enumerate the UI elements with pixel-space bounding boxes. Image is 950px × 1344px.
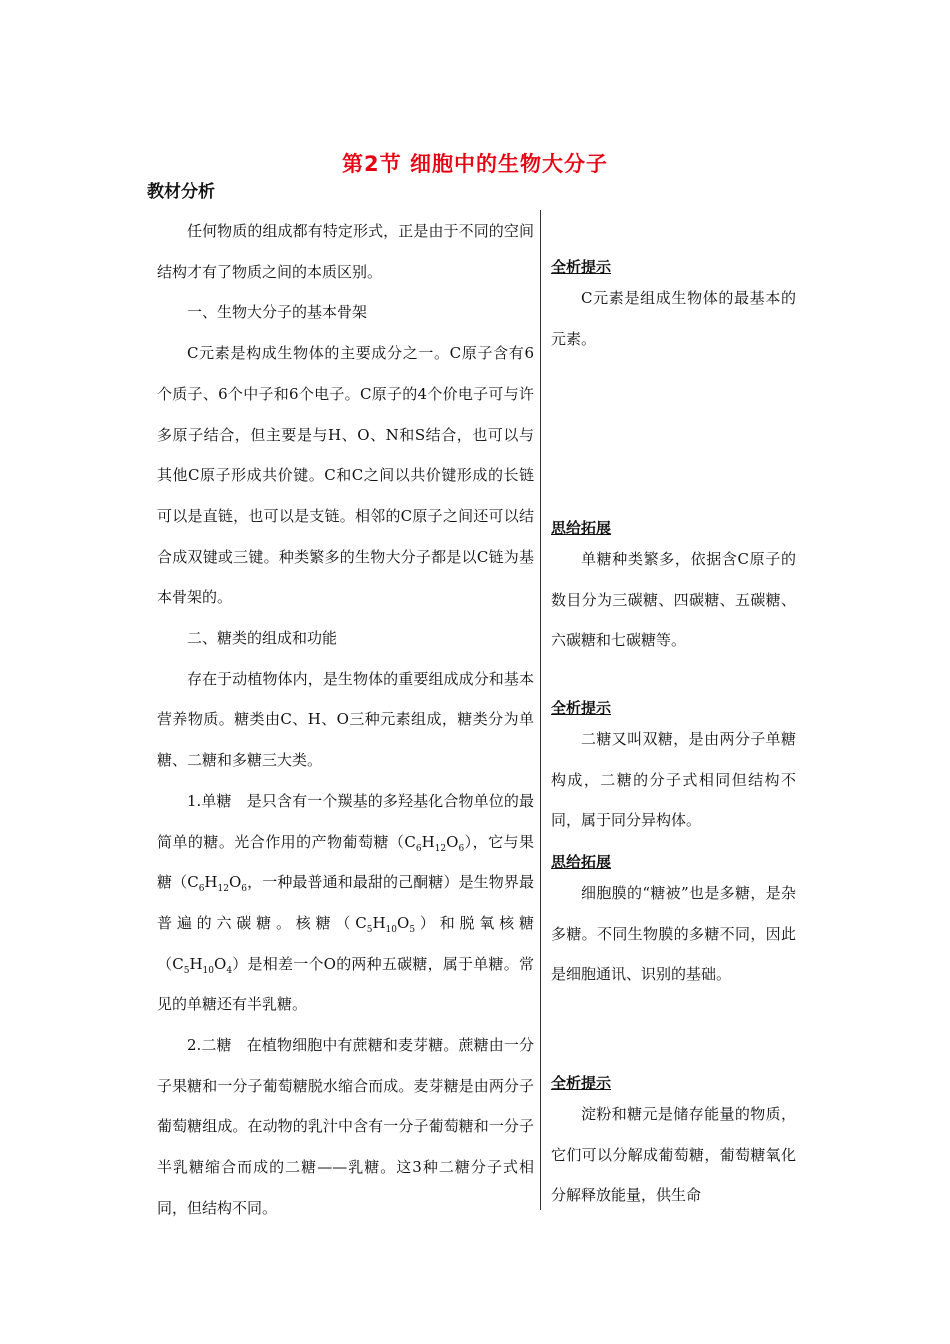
paragraph-monosaccharide: 1.单糖 是只含有一个羰基的多羟基化合物单位的最简单的糖。光合作用的产物葡萄糖$(C_6H_{12}O_6)$，它与果糖（$C_6H_{12}O_6$，一种最普通和最甜的己酮糖）是生物界最普遍的六碳糖。核糖$(C_5H_{10}O_5)$和脱氧核糖$(C_5H_{10}O_4)$是相差一个O的两种五碳糖，属于单糖。常见的单糖还有半乳糖。 (157, 791, 534, 1014)
paragraph-disaccharide: 2.二糖 在植物细胞中有蔗糖和麦芽糖。蔗糖由一分子果糖和一分子葡萄糖脱水缩合而成。麦芽糖是由两分子葡萄糖组成。在动物的乳汁中含有一分子葡萄糖和一分子半乳糖缩合而成的二糖——乳糖。这3种二糖分子式相同，但结构不同。 (157, 1036, 534, 1217)
side-note-5 (551, 1072, 796, 1216)
heading-sugars: 二、糖类的组成和功能 (187, 629, 338, 648)
heading-skeleton: 一、生物大分子的基本骨架 (187, 303, 368, 322)
side-note-3 (551, 697, 796, 841)
page-title: 第2节 细胞中的生物大分子 (342, 152, 608, 176)
side-note-heading: 思给拓展 (551, 853, 612, 871)
main-column (157, 211, 534, 1229)
side-note-4 (551, 851, 796, 995)
side-note-heading: 全析提示 (551, 1074, 612, 1092)
side-note-2 (551, 517, 796, 661)
side-note-heading: 全析提示 (551, 699, 612, 717)
column-divider (540, 210, 541, 1210)
paragraph-carbon: C元素是构成生物体的主要成分之一。C原子含有6个质子、6个中子和6个电子。C原子的4个价电子可与许多原子结合，但主要是与H、O、N和S结合，也可以与其他C原子形成共价键。C和C之间以共价键形成的长链可以是直链，也可以是支链。相邻的C原子之间还可以结合成双键或三键。种类繁多的生物大分子都是以C链为基本骨架的。 (157, 344, 534, 607)
paragraph-intro: 任何物质的组成都有特定形式，正是由于不同的空间结构才有了物质之间的本质区别。 (157, 222, 534, 281)
paragraph-sugars: 存在于动植物体内，是生物体的重要组成成分和基本营养物质。糖类由C、H、O三种元素组成，糖类分为单糖、二糖和多糖三大类。 (157, 669, 534, 770)
side-note-1 (551, 256, 796, 359)
section-heading: 教材分析 (147, 182, 215, 202)
side-note-text: C元素是组成生物体的最基本的元素。 (551, 289, 796, 348)
side-note-text: 单糖种类繁多，依据含C原子的数目分为三碳糖、四碳糖、五碳糖、六碳糖和七碳糖等。 (551, 550, 796, 649)
side-note-text: 细胞膜的“糖被”也是多糖，是杂多糖。不同生物膜的多糖不同，因此是细胞通讯、识别的基础。 (551, 884, 796, 983)
side-note-heading: 思给拓展 (551, 519, 612, 537)
side-note-heading: 全析提示 (551, 258, 612, 276)
side-note-text: 淀粉和糖元是储存能量的物质，它们可以分解成葡萄糖，葡萄糖氧化分解释放能量，供生命 (551, 1105, 796, 1204)
side-note-text: 二糖又叫双糖，是由两分子单糖构成，二糖的分子式相同但结构不同，属于同分异构体。 (551, 730, 796, 829)
